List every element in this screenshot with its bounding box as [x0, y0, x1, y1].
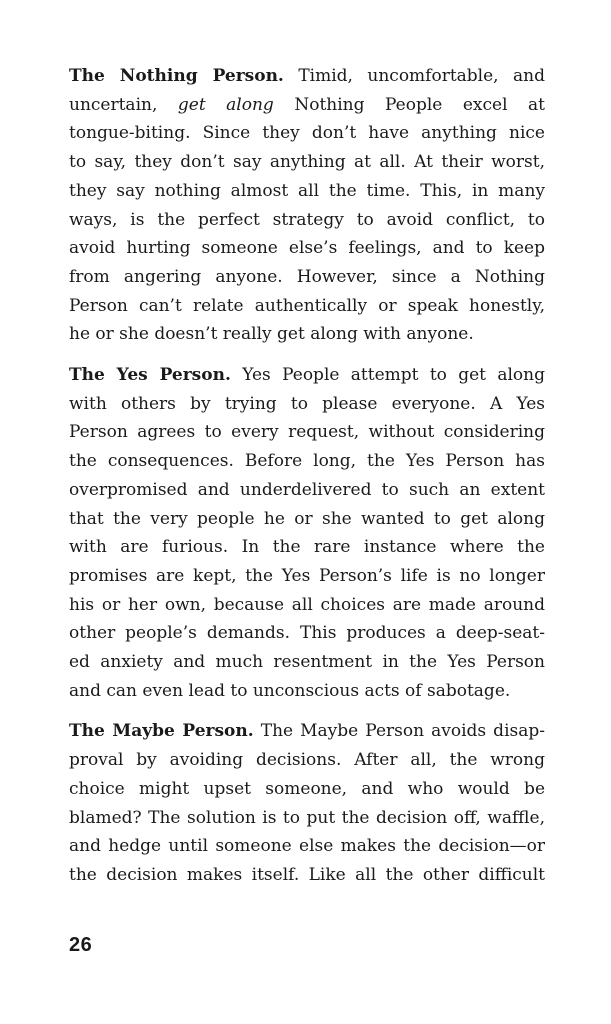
text-line: overpromised and underdelivered to such an extent — [69, 479, 545, 500]
text-line: with are furious. In the rare instance where the — [69, 537, 545, 558]
emphasis-text: get along — [177, 94, 274, 115]
text-line: uncertain, get along Nothing People excel at — [69, 94, 545, 115]
text-line: blamed? The solution is to put the decision off, waffle, — [69, 807, 545, 828]
text-line: from angering anyone. However, since a Nothing — [69, 266, 545, 287]
text-line: promises are kept, the Yes Person’s life is no longer — [69, 565, 545, 586]
text-line: they say nothing almost all the time. This, in many — [69, 180, 545, 201]
text-line: The Nothing Person. Timid, uncomfortable, and — [69, 66, 545, 86]
paragraph-nothing-person — [69, 62, 545, 349]
paragraph-heading: The Maybe Person. — [69, 721, 254, 742]
page-number: 26 — [69, 934, 93, 956]
text-line: Person can’t relate authentically or speak honestly, — [69, 295, 545, 316]
paragraph-heading: The Nothing Person. — [69, 66, 284, 86]
text-line: Person agrees to every request, without considering — [69, 422, 545, 443]
text-line: the consequences. Before long, the Yes Person has — [69, 451, 545, 472]
text-line: other people’s demands. This produces a deep-seat- — [69, 623, 545, 644]
text-line: and hedge until someone else makes the decision—or — [69, 836, 545, 857]
text-line: he or she doesn’t really get along with anyone. — [69, 324, 474, 345]
text-line: with others by trying to please everyone. A Yes — [69, 393, 545, 414]
paragraph-maybe-person — [69, 717, 545, 889]
text-line: his or her own, because all choices are made around — [69, 594, 545, 615]
text-line: avoid hurting someone else’s feelings, and to keep — [69, 238, 545, 259]
text-line: to say, they don’t say anything at all. At their worst, — [69, 152, 545, 173]
text-line: that the very people he or she wanted to get along — [69, 508, 545, 529]
paragraph-heading: The Yes Person. — [69, 365, 231, 386]
text-line: and can even lead to unconscious acts of sabotage. — [69, 680, 511, 701]
text-line: The Maybe Person. The Maybe Person avoids disap- — [69, 721, 545, 742]
text-line: ed anxiety and much resentment in the Yes Person — [69, 652, 545, 673]
body-text — [69, 62, 545, 890]
paragraph-yes-person — [69, 361, 545, 705]
text-line: tongue-biting. Since they don’t have anything nice — [69, 123, 545, 144]
text-line: The Yes Person. Yes People attempt to get along — [69, 365, 545, 386]
text-line: proval by avoiding decisions. After all, the wrong — [69, 750, 545, 771]
text-line: ways, is the perfect strategy to avoid conflict, to — [69, 209, 545, 230]
text-line: the decision makes itself. Like all the other difficult — [69, 864, 545, 885]
text-line: choice might upset someone, and who would be — [69, 778, 545, 799]
